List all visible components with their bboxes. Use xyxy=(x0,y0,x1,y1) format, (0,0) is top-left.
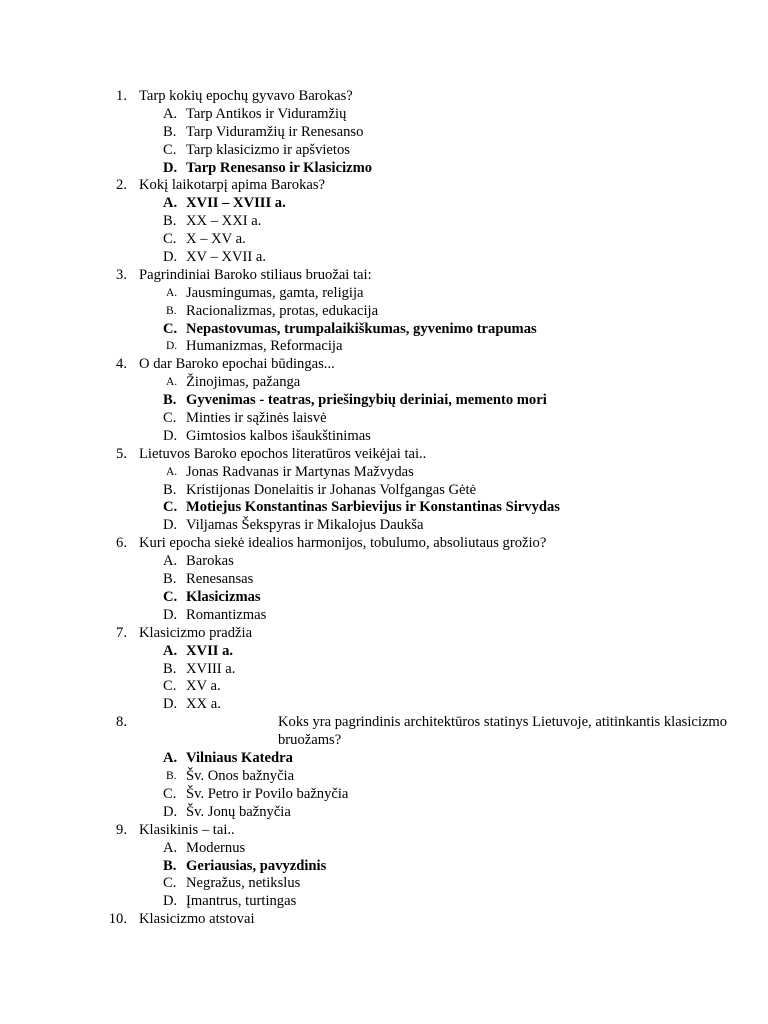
option-letter: B. xyxy=(163,392,177,409)
option-text: Klasicizmas xyxy=(186,588,261,605)
question-number: 6. xyxy=(116,535,127,552)
question-number: 5. xyxy=(116,445,127,462)
answer-option-correct xyxy=(0,858,768,876)
answer-option xyxy=(0,678,768,696)
option-letter: B. xyxy=(166,304,177,317)
answer-option-correct xyxy=(0,321,768,339)
question-text: Kuri epocha siekė idealios harmonijos, tobulumo, absoliutaus grožio? xyxy=(139,535,547,552)
option-text: Šv. Onos bažnyčia xyxy=(186,768,295,785)
question-text: Kokį laikotarpį apima Barokas? xyxy=(139,177,326,194)
question-number: 1. xyxy=(116,88,127,104)
question-text: Klasikinis – tai.. xyxy=(139,821,235,838)
option-letter: C. xyxy=(163,875,177,892)
question-item xyxy=(0,625,768,643)
option-letter: C. xyxy=(163,499,178,516)
option-text: Geriausias, pavyzdinis xyxy=(186,857,327,874)
option-text: XX a. xyxy=(186,696,221,713)
option-letter: A. xyxy=(166,465,178,478)
option-letter: A. xyxy=(166,286,178,299)
option-letter: B. xyxy=(163,660,177,677)
question-list xyxy=(0,88,768,929)
question-item xyxy=(0,267,768,285)
option-letter: D. xyxy=(163,249,178,266)
option-text: Vilniaus Katedra xyxy=(186,750,293,767)
option-text: Negražus, netikslus xyxy=(186,875,301,892)
answer-option-correct xyxy=(0,160,768,178)
answer-option xyxy=(0,786,768,804)
option-text: Tarp Viduramžių ir Renesanso xyxy=(186,123,364,140)
question-item xyxy=(0,177,768,195)
answer-option xyxy=(0,142,768,160)
option-letter: B. xyxy=(163,213,177,230)
answer-option xyxy=(0,124,768,142)
option-text: Kristijonas Donelaitis ir Johanas Volfgangas Gėtė xyxy=(186,481,477,498)
option-letter: D. xyxy=(166,340,178,353)
question-number: 9. xyxy=(116,821,127,838)
option-text: X – XV a. xyxy=(186,231,246,248)
answer-option xyxy=(0,553,768,571)
question-text: Klasicizmo atstovai xyxy=(139,911,255,928)
option-text: Gimtosios kalbos išaukštinimas xyxy=(186,427,371,444)
question-number: 10. xyxy=(108,911,127,928)
option-text: Viljamas Šekspyras ir Mikalojus Daukša xyxy=(186,517,424,534)
answer-option-correct xyxy=(0,643,768,661)
option-text: XVIII a. xyxy=(186,660,236,677)
option-text: Įmantrus, turtingas xyxy=(186,893,297,910)
answer-option xyxy=(0,661,768,679)
option-letter: A. xyxy=(163,195,178,212)
option-text: Tarp Renesanso ir Klasicizmo xyxy=(186,159,373,176)
answer-option xyxy=(0,303,768,321)
option-letter: C. xyxy=(163,320,178,337)
option-text: Barokas xyxy=(186,553,234,570)
option-letter: D. xyxy=(163,803,178,820)
option-letter: C. xyxy=(163,141,177,158)
question-number: 7. xyxy=(116,624,127,641)
option-text: XVII – XVIII a. xyxy=(186,195,286,212)
question-item xyxy=(0,88,768,106)
question-item xyxy=(0,822,768,840)
option-text: Minties ir sąžinės laisvė xyxy=(186,410,327,427)
option-text: Jonas Radvanas ir Martynas Mažvydas xyxy=(186,463,414,480)
answer-option xyxy=(0,768,768,786)
option-letter: B. xyxy=(163,481,177,498)
option-letter: B. xyxy=(163,857,177,874)
answer-option xyxy=(0,571,768,589)
question-item xyxy=(0,535,768,553)
answer-option xyxy=(0,517,768,535)
question-text: Lietuvos Baroko epochos literatūros veikėjai tai.. xyxy=(139,445,427,462)
option-text: XV – XVII a. xyxy=(186,249,266,266)
question-number: 3. xyxy=(116,266,127,283)
option-letter: A. xyxy=(163,750,178,767)
option-text: Motiejus Konstantinas Sarbievijus ir Konstantinas Sirvydas xyxy=(186,499,560,516)
answer-option-correct xyxy=(0,750,768,768)
option-letter: A. xyxy=(163,553,178,570)
option-text: Gyvenimas - teatras, priešingybių deriniai, memento mori xyxy=(186,392,547,409)
question-item xyxy=(0,356,768,374)
question-text: O dar Baroko epochai būdingas... xyxy=(139,356,335,373)
answer-option xyxy=(0,607,768,625)
option-text: XX – XXI a. xyxy=(186,213,262,230)
answer-option xyxy=(0,410,768,428)
option-letter: D. xyxy=(163,159,178,176)
option-letter: C. xyxy=(163,410,177,427)
option-letter: D. xyxy=(163,696,178,713)
option-text: XV a. xyxy=(186,678,221,695)
question-number: 4. xyxy=(116,356,127,373)
option-text: Humanizmas, Reformacija xyxy=(186,338,343,355)
option-letter: D. xyxy=(163,606,178,623)
option-letter: A. xyxy=(163,105,178,122)
option-text: XVII a. xyxy=(186,642,234,659)
option-letter: C. xyxy=(163,678,177,695)
answer-option xyxy=(0,213,768,231)
question-text: Koks yra pagrindinis architektūros statinys Lietuvoje, atitinkantis klasicizmo bruožams? xyxy=(278,714,728,749)
option-text: Jausmingumas, gamta, religija xyxy=(186,284,364,301)
answer-option xyxy=(0,464,768,482)
option-text: Tarp Antikos ir Viduramžių xyxy=(186,105,347,122)
answer-option-correct xyxy=(0,392,768,410)
option-letter: A. xyxy=(163,839,178,856)
option-text: Tarp klasicizmo ir apšvietos xyxy=(186,141,350,158)
answer-option xyxy=(0,374,768,392)
option-text: Romantizmas xyxy=(186,606,267,623)
option-letter: B. xyxy=(163,571,177,588)
answer-option xyxy=(0,482,768,500)
option-letter: A. xyxy=(166,376,178,389)
answer-option xyxy=(0,249,768,267)
option-text: Nepastovumas, trumpalaikiškumas, gyvenimo trapumas xyxy=(186,320,537,337)
option-letter: C. xyxy=(163,231,177,248)
option-text: Šv. Jonų bažnyčia xyxy=(186,803,291,820)
question-number: 2. xyxy=(116,177,127,194)
answer-option xyxy=(0,338,768,356)
option-letter: A. xyxy=(163,642,178,659)
answer-option xyxy=(0,893,768,911)
option-letter: D. xyxy=(163,427,178,444)
question-item xyxy=(0,446,768,464)
answer-option-correct xyxy=(0,589,768,607)
answer-option-correct xyxy=(0,499,768,517)
question-text: Tarp kokių epochų gyvavo Barokas? xyxy=(139,88,353,104)
option-text: Modernus xyxy=(186,839,246,856)
option-text: Renesansas xyxy=(186,571,254,588)
answer-option xyxy=(0,428,768,446)
option-text: Šv. Petro ir Povilo bažnyčia xyxy=(186,785,349,802)
option-letter: C. xyxy=(163,785,177,802)
question-text: Klasicizmo pradžia xyxy=(139,624,253,641)
option-letter: B. xyxy=(163,123,177,140)
answer-option xyxy=(0,840,768,858)
question-number: 8. xyxy=(116,714,127,731)
answer-option xyxy=(0,696,768,714)
question-item xyxy=(0,911,768,929)
answer-option xyxy=(0,804,768,822)
answer-option xyxy=(0,285,768,303)
option-letter: C. xyxy=(163,588,178,605)
answer-option-correct xyxy=(0,195,768,213)
option-text: Racionalizmas, protas, edukacija xyxy=(186,302,379,319)
option-letter: B. xyxy=(166,770,177,783)
question-text: Pagrindiniai Baroko stiliaus bruožai tai: xyxy=(139,266,372,283)
answer-option xyxy=(0,106,768,124)
option-letter: D. xyxy=(163,893,178,910)
option-letter: D. xyxy=(163,517,178,534)
option-text: Žinojimas, pažanga xyxy=(186,374,301,391)
question-item xyxy=(0,714,768,750)
answer-option xyxy=(0,231,768,249)
answer-option xyxy=(0,875,768,893)
